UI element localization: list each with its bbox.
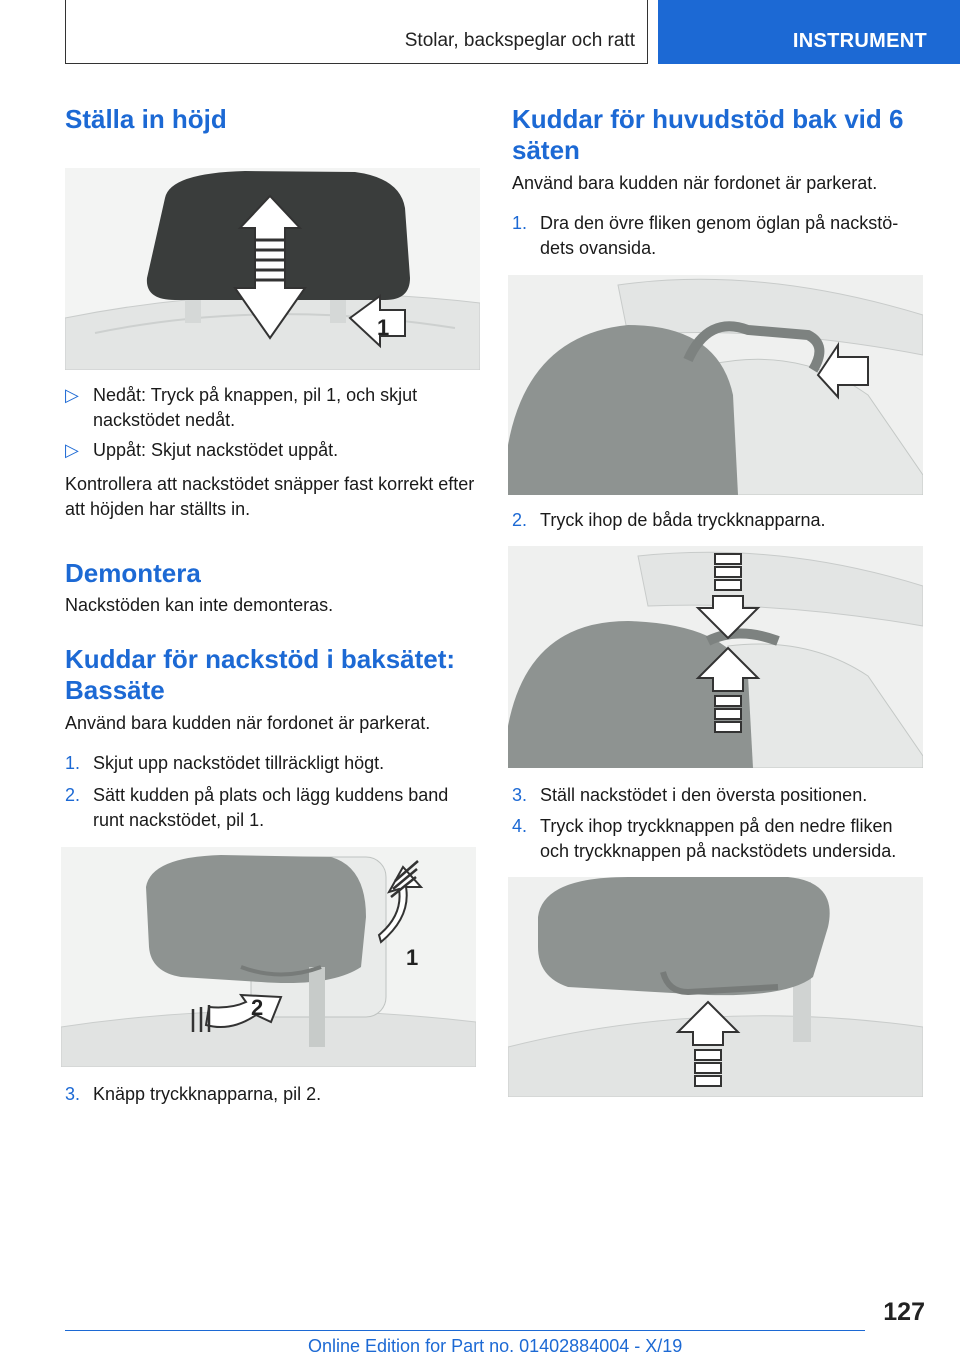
list-item: 3. Knäpp tryckknapparna, pil 2.: [65, 1084, 322, 1104]
footer-edition-link[interactable]: Online Edition for Part no. 01402884004 - X/19: [308, 1336, 683, 1356]
heading-adjust-height: Ställa in höjd: [65, 104, 227, 134]
paragraph-cushion-intro: Använd bara kudden när fordonet är parkerat.: [65, 713, 431, 733]
header-chapter-label: INSTRUMENT: [792, 30, 927, 52]
list-item: 3. Ställ nackstödet i den översta positionen.: [512, 785, 868, 805]
list-item: 2. Tryck ihop de båda tryckknapparna.: [512, 510, 826, 530]
list-item: 1. Skjut upp nackstödet tillräckligt högt.: [65, 753, 385, 773]
paragraph-note: Kontrollera att nackstödet snäpper fast korrekt efter att höjden har ställts in.: [65, 474, 475, 519]
heading-cushion-six: Kuddar för huvudstöd bak vid 6 säten: [512, 104, 904, 165]
figure-pull-tab: [508, 275, 923, 495]
heading-remove: Demontera: [65, 558, 201, 588]
bullet-marker: ▷: [65, 440, 79, 460]
footer-divider: [65, 1330, 865, 1331]
header-section-box: [65, 0, 648, 64]
list-item: ▷ Nedåt: Tryck på knappen, pil 1, och skjut nackstödet nedåt.: [65, 385, 418, 430]
header-section-title: Stolar, backspeglar och ratt: [404, 30, 635, 51]
figure-lower-tab: [508, 877, 923, 1097]
page-number: 127: [883, 1298, 925, 1326]
heading-cushion-bench: Kuddar för nackstöd i baksätet: Bassäte: [65, 644, 456, 705]
paragraph-cushion-six-intro: Använd bara kudden när fordonet är parkerat.: [512, 173, 878, 193]
bullet-marker: ▷: [65, 385, 79, 405]
header-chapter-tab[interactable]: [658, 0, 960, 64]
figure-headrest-height: [65, 168, 480, 370]
figure-label-1: 1: [377, 315, 390, 340]
figure-press-buttons: [508, 546, 923, 768]
list-item: 4. Tryck ihop tryckknappen på den nedre fliken och tryckknappen på nackstödets undersida.: [512, 816, 897, 861]
figure-label-2: 2: [251, 995, 264, 1020]
figure-cushion-bench: [61, 847, 476, 1067]
list-item: 1. Dra den övre fliken genom öglan på nackstö-dets ovansida.: [512, 213, 899, 258]
list-item: ▷ Uppåt: Skjut nackstödet uppåt.: [65, 438, 480, 463]
figure-label-1: 1: [406, 945, 419, 970]
list-item: 2. Sätt kudden på plats och lägg kuddens band runt nackstödet, pil 1.: [65, 785, 449, 830]
paragraph-remove: Nackstöden kan inte demonteras.: [65, 595, 334, 615]
